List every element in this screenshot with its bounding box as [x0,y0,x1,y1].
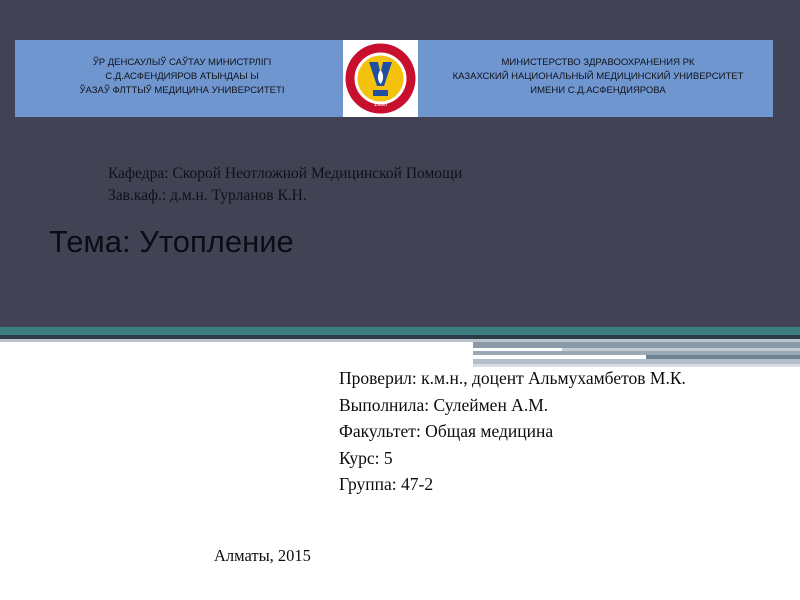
header-left-line-1: ЎР ДЕНСАУЛЫЎ САЎТАУ МИНИСТРЛIГI [92,57,272,68]
header-russian-text [423,56,773,98]
university-logo [343,40,418,117]
header-left-line-2: С.Д.АСФЕНДИЯРОВ АТЫНДАЫ Ы [105,71,259,82]
university-header [15,40,773,117]
header-left-line-3: ЎАЗАЎ ФЛТТЫЎ МЕДИЦИНА УНИВЕРСИТЕТI [79,85,285,96]
university-emblem-icon [343,40,418,117]
department-name: Кафедра: Скорой Неотложной Медицинской Помощи [108,165,463,182]
author-info [339,365,686,498]
stripe-teal [0,327,800,335]
department-block [108,163,462,207]
done-by: Выполнила: Сулеймен А.М. [339,394,549,415]
faculty: Факультет: Общая медицина [339,421,554,441]
city-year: Алматы, 2015 [214,546,311,565]
checked-by: Проверил: к.м.н., доцент Альмухамбетов М.К. [339,368,686,388]
header-right-line-1: МИНИСТЕРСТВО ЗДРАВООХРАНЕНИЯ РК [501,57,695,68]
header-kazakh-text [37,56,327,98]
course: Курс: 5 [339,447,393,468]
department-head: Зав.каф.: д.м.н. Турланов К.Н. [108,187,307,204]
header-right-line-3: ИМЕНИ С.Д.АСФЕНДИЯРОВА [530,85,666,96]
header-right-line-2: КАЗАХСКИЙ НАЦИОНАЛЬНЫЙ МЕДИЦИНСКИЙ УНИВЕРСИТЕТ [452,71,744,82]
page-title: Тема: Утопление [49,224,294,259]
logo-year: 1930 [373,102,388,108]
group: Группа: 47-2 [339,474,434,494]
